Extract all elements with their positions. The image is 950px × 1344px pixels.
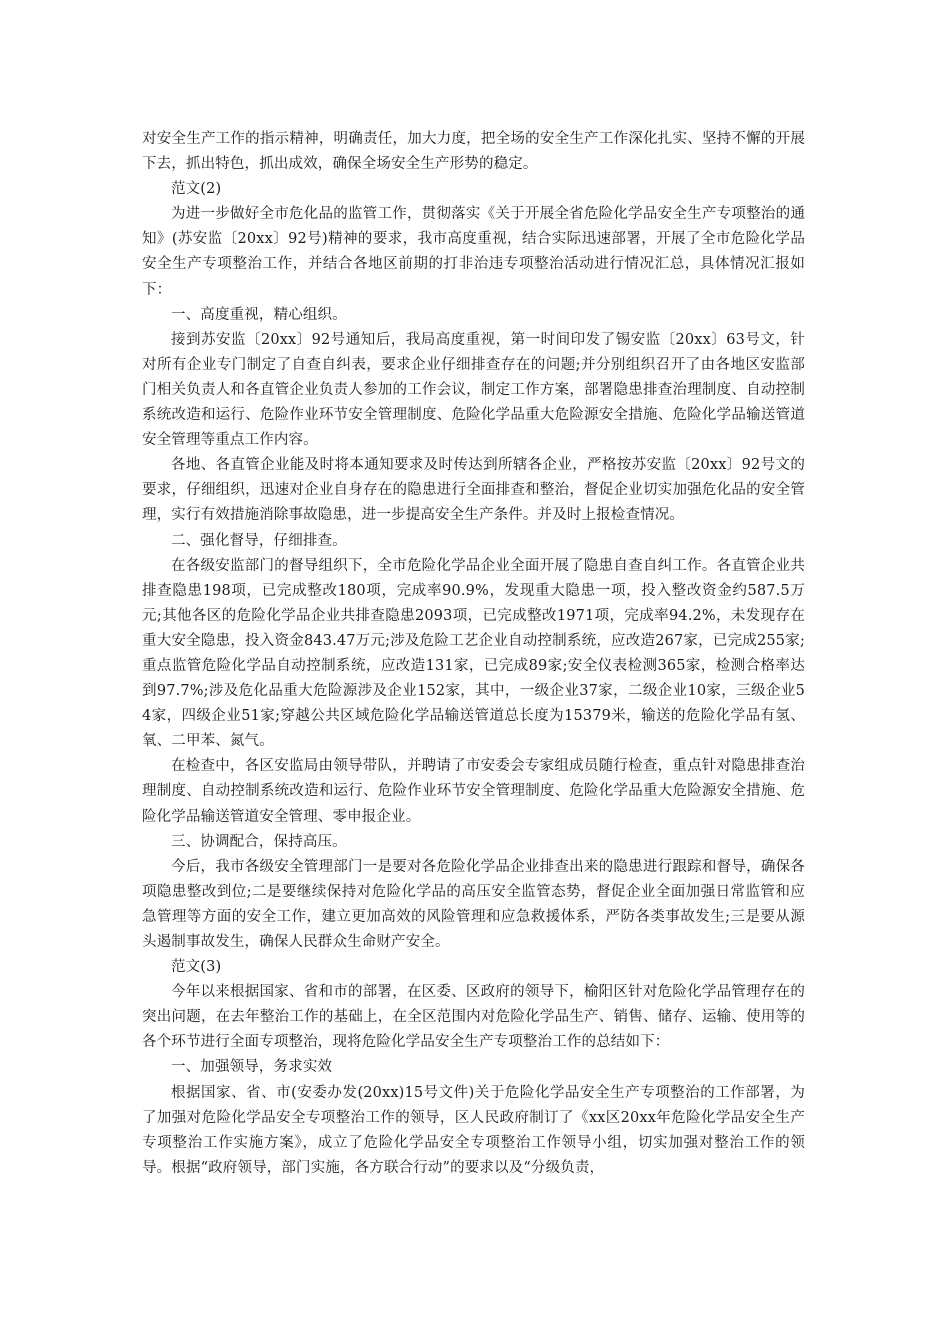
paragraph: 在各级安监部门的督导组织下，全市危险化学品企业全面开展了隐患自查自纠工作。各直管企业共排查隐患198项，已完成整改180项，完成率90.9%，发现重大隐患一项，投入整改资金约587.5万元;其他各区的危险化学品企业共排查隐患2093项，已完成整改1971项，完成率94.2%，未发现存在重大安全隐患，投入资金843.47万元;涉及危险工艺企业自动控制系统，应改造267家，已完成255家;重点监管危险化学品自动控制系统，应改造131家，已完成89家;安全仪表检测365家，检测合格率达到97.7%;涉及危化品重大危险源涉及企业152家，其中，一级企业37家，二级企业10家，三级企业54家，四级企业51家;穿越公共区域危险化学品输送管道总长度为15379米，输送的危险化学品有氢、氧、二甲苯、氮气。 [142, 557, 805, 750]
paragraph: 今年以来根据国家、省和市的部署，在区委、区政府的领导下，榆阳区针对危险化学品管理存在的突出问题，在去年整治工作的基础上，在全区范围内对危险化学品生产、销售、储存、运输、使用等的各个环节进行全面专项整治，现将危险化学品安全生产专项整治工作的总结如下： [142, 984, 805, 1051]
paragraph: 今后，我市各级安全管理部门一是要对各危险化学品企业排查出来的隐患进行跟踪和督导，确保各项隐患整改到位;二是要继续保持对危险化学品的高压安全监管态势，督促企业全面加强日常监管和应急管理等方面的安全工作，建立更加高效的风险管理和应急救援体系，严防各类事故发生;三是要从源头遏制事故发生，确保人民群众生命财产安全。 [142, 858, 805, 950]
paragraph: 各地、各直管企业能及时将本通知要求及时传达到所辖各企业，严格按苏安监〔20xx〕92号文的要求，仔细组织，迅速对企业自身存在的隐患进行全面排查和整治，督促企业切实加强危化品的安全管理，实行有效措施消除事故隐患，进一步提高安全生产条件。并及时上报检查情况。 [142, 457, 805, 524]
paragraph: 在检查中，各区安监局由领导带队，并聘请了市安委会专家组成员随行检查，重点针对隐患排查治理制度、自动控制系统改造和运行、危险作业环节安全管理制度、危险化学品重大危险源安全措施、危险化学品输送管道安全管理、零申报企业。 [142, 758, 805, 825]
paragraph: 接到苏安监〔20xx〕92号通知后，我局高度重视，第一时间印发了锡安监〔20xx〕63号文，针对所有企业专门制定了自查自纠表，要求企业仔细排查存在的问题;并分别组织召开了由各地区安监部门相关负责人和各直管企业负责人参加的工作会议，制定工作方案，部署隐患排查治理制度、自动控制系统改造和运行、危险作业环节安全管理制度、危险化学品重大危险源安全措施、危险化学品输送管道安全管理等重点工作内容。 [142, 331, 805, 449]
section-title-sample-3: 范文(3) [171, 959, 222, 976]
paragraph: 根据国家、省、市(安委办发(20xx)15号文件)关于危险化学品安全生产专项整治的工作部署，为了加强对危险化学品安全专项整治工作的领导，区人民政府制订了《xx区20xx年危险化学品安全生产专项整治工作实施方案》，成立了危险化学品安全专项整治工作领导小组，切实加强对整治工作的领导。根据“政府领导，部门实施，各方联合行动”的要求以及“分级负责， [142, 1084, 805, 1176]
section-title-sample-2: 范文(2) [171, 181, 222, 198]
document-body [142, 127, 805, 1181]
paragraph: 为进一步做好全市危化品的监管工作，贯彻落实《关于开展全省危险化学品安全生产专项整治的通知》(苏安监〔20xx〕92号)精神的要求，我市高度重视，结合实际迅速部署，开展了全市危险化学品安全生产专项整治工作，并结合各地区前期的打非治违专项整治活动进行情况汇总，具体情况汇报如下： [142, 206, 805, 298]
paragraph-intro-continuation: 对安全生产工作的指示精神，明确责任，加大力度，把全场的安全生产工作深化扎实、坚持不懈的开展下去，抓出特色，抓出成效，确保全场安全生产形势的稳定。 [142, 131, 805, 173]
section-heading: 三、协调配合，保持高压。 [171, 833, 347, 850]
section-heading: 二、强化督导，仔细排查。 [171, 532, 347, 549]
section-heading: 一、高度重视，精心组织。 [171, 306, 347, 323]
section-heading: 一、加强领导，务求实效 [171, 1059, 333, 1076]
